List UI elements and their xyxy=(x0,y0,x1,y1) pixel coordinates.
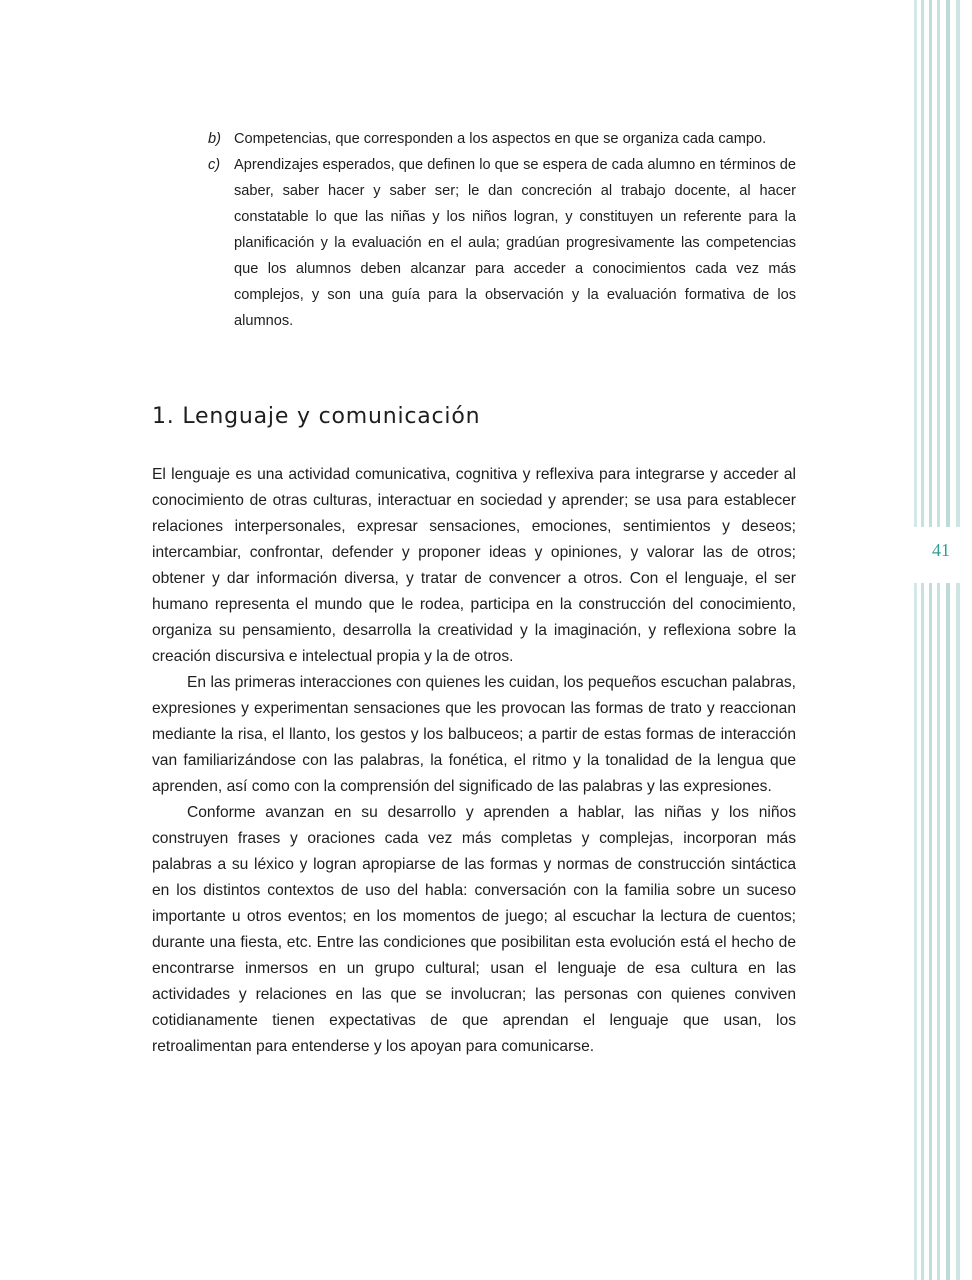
margin-stripe xyxy=(921,0,924,1280)
paragraph: El lenguaje es una actividad comunicativa, cognitiva y reflexiva para integrarse y acceder al conocimiento de otras culturas, interactuar en sociedad y aprender; se usa para establecer relaciones interpersonales, expresar sensaciones, emociones, sentimientos y deseos; intercambiar, confrontar, defender y proponer ideas y opiniones, y valorar las de otros; obtener y dar información diversa, y tratar de convencer a otros. Con el lenguaje, el ser humano representa el mundo que le rodea, participa en la construcción del conocimiento, organiza su pensamiento, desarrolla la creatividad y la imaginación, y reflexiona sobre la creación discursiva e intelectual propia y la de otros. xyxy=(152,466,796,665)
margin-stripe xyxy=(937,0,940,1280)
margin-stripe xyxy=(956,0,960,1280)
list-item xyxy=(208,126,796,152)
lettered-list xyxy=(208,126,796,334)
margin-stripe xyxy=(929,0,932,1280)
list-item-text: Competencias, que corresponden a los aspectos en que se organiza cada campo. xyxy=(234,131,767,147)
list-item xyxy=(208,152,796,334)
margin-stripe xyxy=(914,0,917,1280)
section-heading: 1. Lenguaje y comunicación xyxy=(152,404,481,429)
paragraph: En las primeras interacciones con quienes les cuidan, los pequeños escuchan palabras, expresiones y experimentan sensaciones que les provocan las formas de trato y reaccionan mediante la risa, el llanto, los gestos y los balbuceos; a partir de estas formas de interacción van familiarizándose con las palabras, la fonética, el ritmo y la tonalidad de la lengua que aprenden, así como con la comprensión del significado de las palabras y las expresiones. xyxy=(152,674,796,795)
list-item-text: Aprendizajes esperados, que definen lo que se espera de cada alumno en términos de saber, saber hacer y saber ser; le dan concreción al trabajo docente, al hacer constatable lo que las niñas y los niños logran, y constituyen un referente para la planificación y la evaluación en el aula; gradúan progresivamente las competencias que los alumnos deben alcanzar para acceder a conocimientos cada vez más complejos, y son una guía para la observación y la evaluación formativa de los alumnos. xyxy=(234,157,796,329)
margin-stripe xyxy=(946,0,950,1280)
paragraph: Conforme avanzan en su desarrollo y aprenden a hablar, las niñas y los niños construyen frases y oraciones cada vez más completas y complejas, incorporan más palabras a su léxico y logran apropiarse de las formas y normas de construcción sintáctica en los distintos contextos de uso del habla: conversación con la familia sobre un suceso importante u otros eventos; en los momentos de juego; al escuchar la lectura de cuentos; durante una fiesta, etc. Entre las condiciones que posibilitan esta evolución está el hecho de encontrarse inmersos en un grupo cultural; usan el lenguaje de esa cultura en las actividades y relaciones en las que se involucran; las personas con quienes conviven cotidianamente tienen expectativas de que aprendan el lenguaje que usan, los retroalimentan para entenderse y los apoyan para comunicarse. xyxy=(152,804,796,1055)
section-body xyxy=(152,462,796,1060)
list-item-letter: b) xyxy=(208,131,221,147)
page-number: 41 xyxy=(932,540,950,560)
list-item-letter: c) xyxy=(208,157,221,173)
